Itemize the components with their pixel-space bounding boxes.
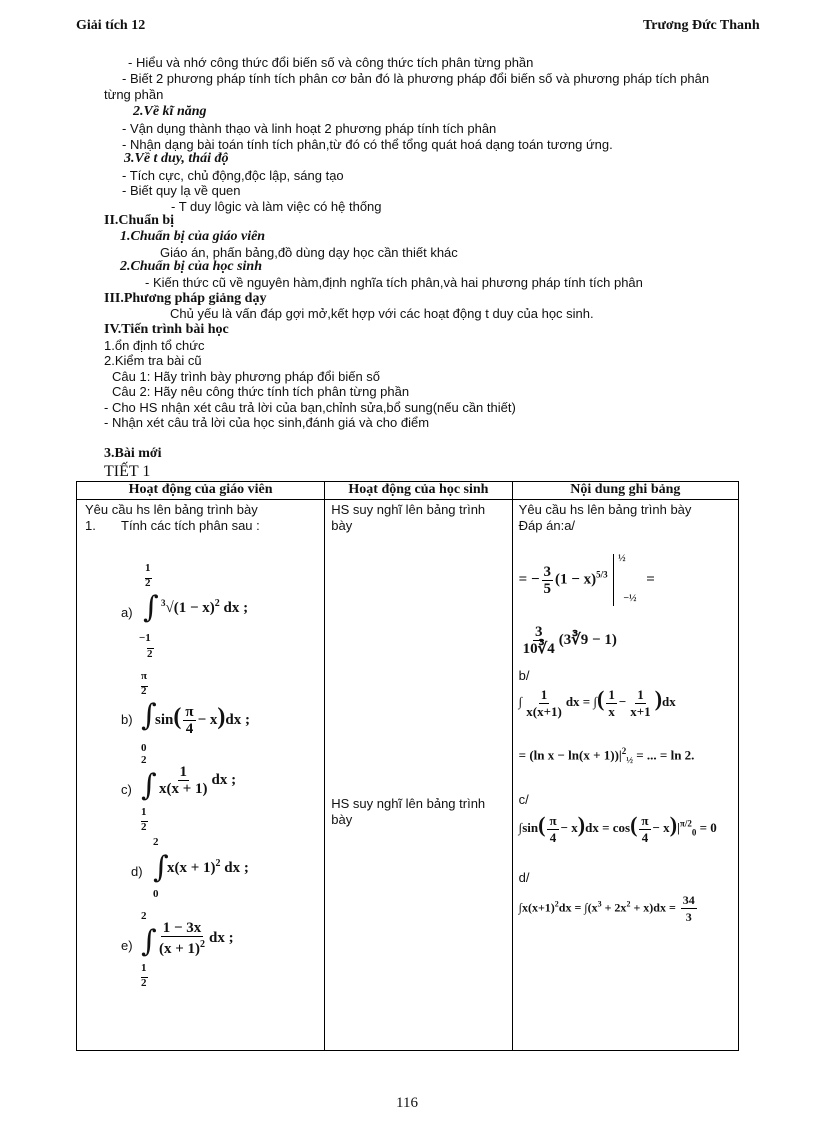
col-header-board: Nội dung ghi bảng xyxy=(512,482,738,500)
answer-a-result: $\frac{3}{10∛4}$ (3∛9 − 1) xyxy=(522,624,617,657)
answer-b: ∫ $\frac{1}{x(x+1)}$ dx = ∫( $\frac{1}{x}$ − $\frac{1}{x+1}$ )dx xyxy=(518,686,676,719)
answer-b-result: = (ln $x - \ln(x + 1))|^2_{\frac{1}{2}}$ = ... = ln 2. xyxy=(518,746,695,765)
student-note: HS suy nghĩ lên bảng trình bày xyxy=(331,502,486,533)
text-line: Yêu cầu hs lên bảng trình bày xyxy=(85,502,258,517)
col-header-teacher: Hoạt động của giáo viên xyxy=(77,482,325,500)
teacher-cell: Yêu cầu hs lên bảng trình bày 1. Tính các tích phân sau : a) 1 2 ∫ −1 2 $^3√(1 - x)^2$ dx ; b) π 2 ∫ 0 sin( $\frac{\pi}{4}$ − x)dx ; c) 2 ∫ 1 2 $\frac{1}{x(x + 1)}$ dx ; d) 2 ∫ 0 $x(x + 1)^2$ dx ; e) 2 ∫ 1 2 $\frac{1 - 3x}{(x + 1)^2}$ dx ; xyxy=(77,500,325,1051)
section-heading: 2.Về kĩ năng xyxy=(133,104,207,119)
text-line: Câu 1: Hãy trình bày phương pháp đổi biến số xyxy=(112,369,381,384)
text-line: - Hiểu và nhớ công thức đổi biến số và công thức tích phân từng phần xyxy=(128,55,534,70)
student-cell xyxy=(325,500,512,1051)
text-line: Chủ yếu là vấn đáp gợi mở,kết hợp với các hoạt động t duy của học sinh. xyxy=(170,306,594,321)
lesson-table xyxy=(76,481,739,1051)
text-line: - Cho HS nhận xét câu trả lời của bạn,chỉnh sửa,bổ sung(nếu cần thiết) xyxy=(104,400,516,415)
text-line: Đáp án:a/ xyxy=(518,518,576,533)
answer-a: = − $\frac{3}{5}$ $(1 - x)^{5/3}$ $^{\frac{1}{2}}$ $_{-\frac{1}{2}}$ = xyxy=(518,553,655,605)
lesson-title: TIẾT 1 xyxy=(104,463,151,480)
section-heading: 3.Bài mới xyxy=(104,446,162,461)
text-line: - T duy lôgic và làm việc có hệ thống xyxy=(171,199,382,214)
text-line: 1.ổn định tổ chức xyxy=(104,338,205,353)
text-line: - Nhận dạng bài toán tính tích phân,từ đó có thể tổng quát hoá dạng toán tương ứng. xyxy=(122,137,613,152)
section-heading: III.Phương pháp giảng dạy xyxy=(104,291,267,306)
exercise-label: b) xyxy=(121,712,133,727)
text-line: - Biết 2 phương pháp tính tích phân cơ bản đó là phương pháp đổi biến số và phương pháp tích phân xyxy=(122,71,710,86)
text-line: c/ xyxy=(518,792,529,807)
exercise-label: c) xyxy=(121,782,132,797)
text-line: - Tích cực, chủ động,độc lập, sáng tạo xyxy=(122,168,344,183)
text-line: Giáo án, phấn bảng,đồ dùng dạy học cần thiết khác xyxy=(160,245,458,260)
exercise-label: e) xyxy=(121,938,133,953)
text-line: - Nhận xét câu trả lời của học sinh,đánh giá và cho điểm xyxy=(104,415,430,430)
text-line: - Biết quy lạ về quen xyxy=(122,183,241,198)
section-heading: 1.Chuẩn bị của giáo viên xyxy=(120,229,266,244)
header-left: Giải tích 12 xyxy=(76,18,146,33)
page-number: 116 xyxy=(396,1095,418,1111)
col-header-student: Hoạt động của học sinh xyxy=(325,482,512,500)
exercise-label: d) xyxy=(131,864,143,879)
exercise-label: a) xyxy=(121,605,133,620)
text-line: Yêu cầu hs lên bảng trình bày xyxy=(518,502,692,517)
text-line: Câu 2: Hãy nêu công thức tính tích phân từng phần xyxy=(112,384,410,399)
text-line: Tính các tích phân sau : xyxy=(121,518,260,533)
text-line: từng phần xyxy=(104,87,164,102)
list-number: 1. xyxy=(85,518,96,533)
text-line: - Kiến thức cũ về nguyên hàm,định nghĩa tích phân,và hai phương pháp tính tích phân xyxy=(145,275,643,290)
text-line: - Vận dụng thành thạo và linh hoạt 2 phương pháp tính tích phân xyxy=(122,121,497,136)
text-line: b/ xyxy=(518,668,530,683)
section-heading: 2.Chuẩn bị của học sinh xyxy=(120,259,262,274)
text-line: d/ xyxy=(518,870,530,885)
text-line: 2.Kiểm tra bài cũ xyxy=(104,353,202,368)
section-heading: 3.Về t duy, thái độ xyxy=(124,151,229,166)
board-cell xyxy=(512,500,738,1051)
answer-c: ∫sin( $\frac{\pi}{4}$ − x)dx = cos( $\frac{\pi}{4}$ − $x)|^{\pi/2}_0 = 0$ xyxy=(518,812,717,845)
header-right: Trương Đức Thanh xyxy=(643,18,760,33)
section-heading: IV.Tiến trình bài học xyxy=(104,322,229,337)
answer-d: $\int x(x+1)^2dx = \int(x^3 + 2x^2 + x)dx$ = $\frac{34}{3}$ xyxy=(518,893,695,924)
section-heading: II.Chuẩn bị xyxy=(104,213,175,228)
student-note: HS suy nghĩ lên bảng trình bày xyxy=(331,796,486,827)
